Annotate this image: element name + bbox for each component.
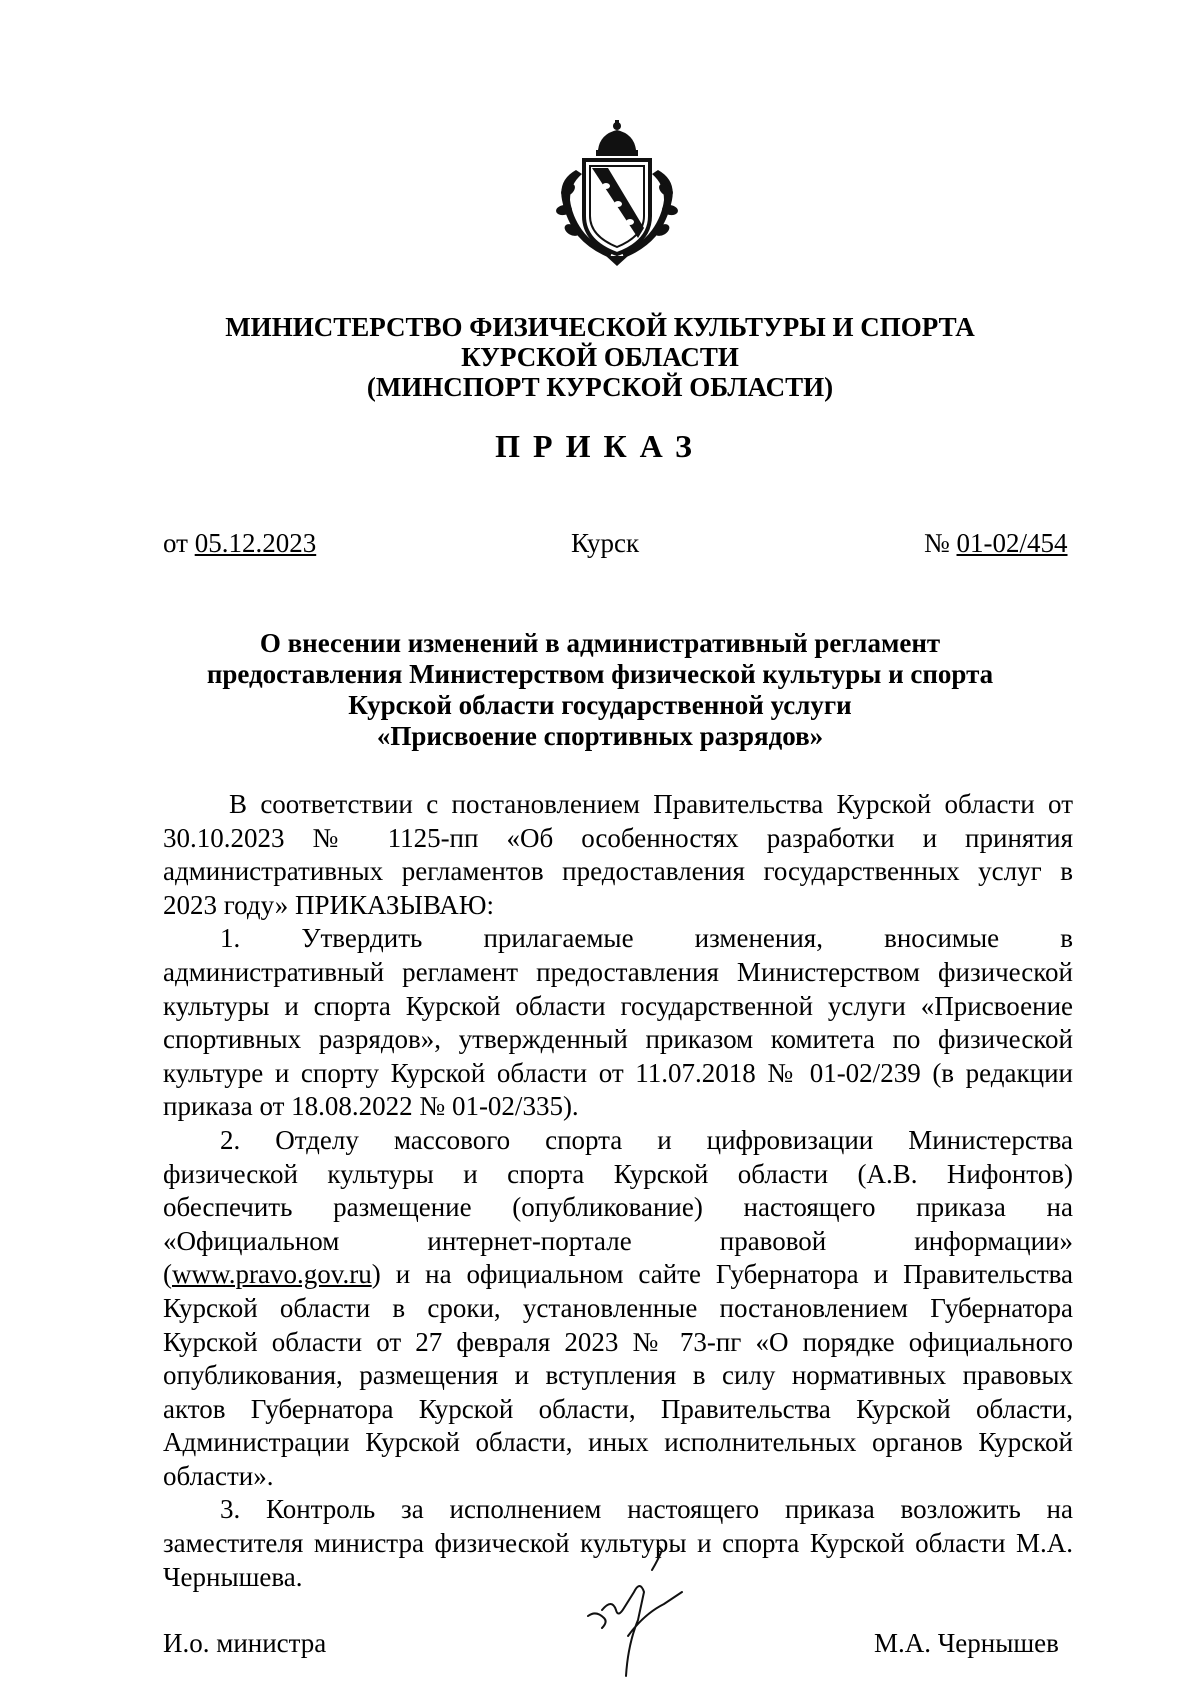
item-2-line: области». [163, 1460, 274, 1491]
preamble-line: 30.10.2023 № 1125-пп «Об особенностях разработки и принятия [163, 822, 1073, 853]
subject-line: «Присвоение спортивных разрядов» [376, 721, 824, 751]
document-body [163, 788, 1073, 1594]
pravo-gov-link[interactable]: www.pravo.gov.ru [172, 1259, 372, 1290]
item-1-line: приказа от 18.08.2022 № 01-02/335). [163, 1091, 579, 1122]
item-3-line: 3. Контроль за исполнением настоящего приказа возложить на [220, 1494, 1073, 1525]
item-2-line: актов Губернатора Курской области, Правительства Курской области, [163, 1393, 1073, 1424]
subject-line: предоставления Министерством физической культуры и спорта [206, 659, 994, 689]
item-2-line: Курской области от 27 февраля 2023 № 73-пг «О порядке официального [163, 1326, 1073, 1357]
number-prefix: № [924, 528, 950, 558]
item-2-line: обеспечить размещение (опубликование) настоящего приказа на [163, 1192, 1073, 1223]
document-number [924, 528, 1068, 558]
org-line-3: (МИНСПОРТ КУРСКОЙ ОБЛАСТИ) [366, 372, 834, 402]
subject-line: Курской области государственной услуги [348, 690, 852, 720]
preamble-line: В соответствии с постановлением Правительства Курской области от [229, 789, 1073, 819]
item-2-line: физической культуры и спорта Курской области (А.В. Нифонтов) [163, 1158, 1073, 1189]
item-3-line: заместителя министра физической культуры и спорта Курской области М.А. [163, 1528, 1073, 1559]
item-1-line: спортивных разрядов», утвержденный приказом комитета по физической [163, 1024, 1073, 1055]
item-2-link-line: (www.pravo.gov.ru) и на официальном сайте Губернатора и Правительства [163, 1259, 1073, 1290]
item-2-line: Администрации Курской области, иных исполнительных органов Курской [163, 1427, 1073, 1458]
item-1-line: административный регламент предоставления Министерством физической [163, 956, 1073, 987]
document-subject [160, 628, 1040, 752]
document-title: ПРИКАЗ [495, 428, 705, 464]
item-2-line: Курской области в сроки, установленные постановлением Губернатора [163, 1292, 1073, 1323]
document-city: Курск [571, 528, 640, 558]
org-line-1: МИНИСТЕРСТВО ФИЗИЧЕСКОЙ КУЛЬТУРЫ И СПОРТА [225, 312, 975, 342]
org-line-2: КУРСКОЙ ОБЛАСТИ [461, 342, 739, 372]
subject-line: О внесении изменений в административный регламент [259, 628, 941, 658]
item-3-line: Чернышева. [163, 1561, 303, 1592]
number-value: 01-02/454 [956, 528, 1068, 558]
item-2-line: 2. Отделу массового спорта и цифровизации Министерства [220, 1124, 1073, 1155]
signatory-name: М.А. Чернышев [874, 1628, 1059, 1658]
coat-of-arms-emblem [548, 120, 686, 268]
item-1-line: 1. Утвердить прилагаемые изменения, вносимые в [220, 923, 1073, 954]
preamble-line: 2023 году» ПРИКАЗЫВАЮ: [163, 889, 495, 920]
date-value: 05.12.2023 [194, 528, 317, 558]
preamble-line: административных регламентов предоставления государственных услуг в [163, 856, 1073, 887]
item-2-line: опубликования, размещения и вступления в силу нормативных правовых [163, 1360, 1073, 1391]
handwritten-signature [578, 1540, 698, 1680]
signatory-position: И.о. министра [163, 1628, 327, 1658]
item-1-line: культуре и спорту Курской области от 11.07.2018 № 01-02/239 (в редакции [163, 1057, 1073, 1088]
date-prefix: от [163, 528, 188, 558]
document-date [163, 528, 316, 558]
item-1-line: культуры и спорта Курской области государственной услуги «Присвоение [163, 990, 1073, 1021]
organization-header [160, 312, 1040, 402]
item-2-line: «Официальном интернет-портале правовой информации» [163, 1225, 1073, 1256]
